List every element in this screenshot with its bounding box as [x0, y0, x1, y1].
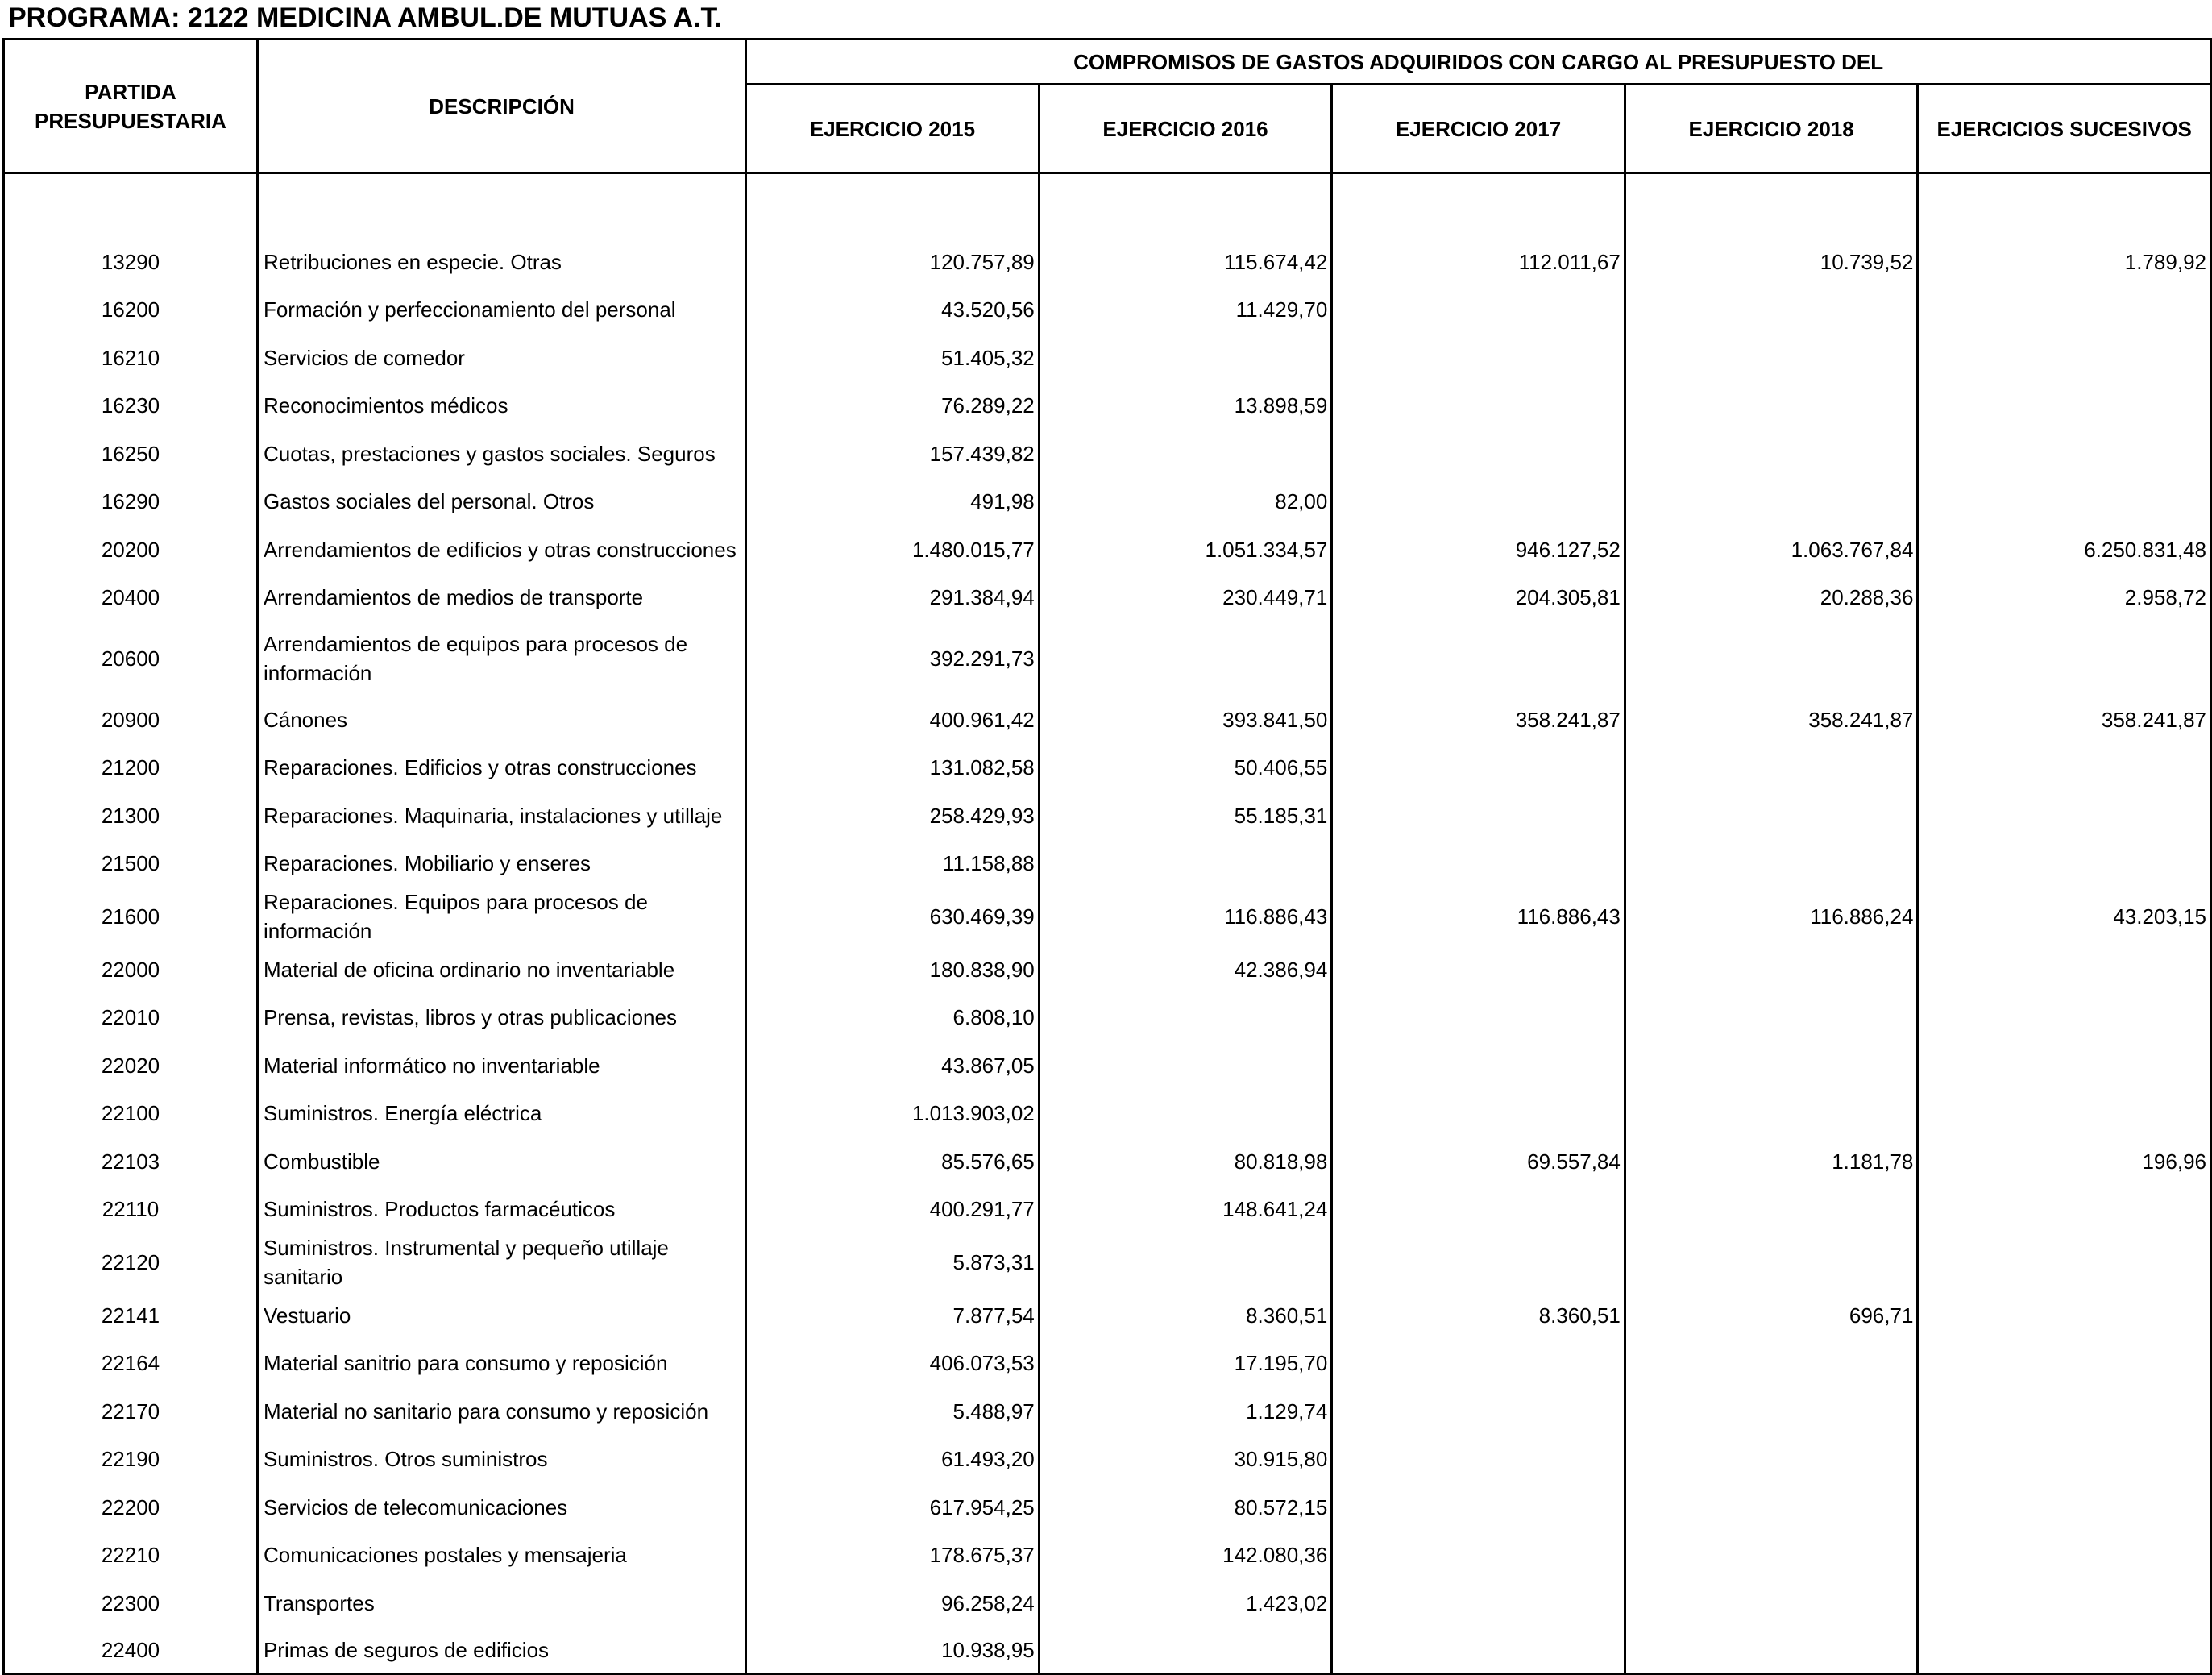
- descripcion-cell: Reconocimientos médicos: [257, 382, 745, 430]
- ejercicio-2016-cell: 11.429,70: [1039, 286, 1332, 335]
- ejercicio-2015-cell: 96.258,24: [746, 1579, 1040, 1627]
- ejercicio-2018-cell: [1625, 286, 1918, 335]
- partida-cell: 22210: [4, 1532, 258, 1580]
- partida-cell: 22190: [4, 1436, 258, 1484]
- table-row: [4, 382, 2211, 430]
- ejercicios-sucesivos-cell: 1.789,92: [1918, 238, 2211, 286]
- ejercicios-sucesivos-cell: [1918, 334, 2211, 382]
- ejercicio-2017-cell: [1332, 1436, 1625, 1484]
- header-compromisos-group: COMPROMISOS DE GASTOS ADQUIRIDOS CON CARGO AL PRESUPUESTO DEL: [746, 39, 2211, 85]
- ejercicio-2015-cell: 10.938,95: [746, 1627, 1040, 1674]
- ejercicio-2016-cell: 50.406,55: [1039, 744, 1332, 792]
- header-ejercicio-2018: EJERCICIO 2018: [1625, 85, 1918, 173]
- ejercicio-2018-cell: 696,71: [1625, 1291, 1918, 1340]
- ejercicio-2017-cell: [1332, 792, 1625, 840]
- partida-cell: 16230: [4, 382, 258, 430]
- ejercicio-2015-cell: 400.291,77: [746, 1186, 1040, 1234]
- ejercicio-2015-cell: 120.757,89: [746, 238, 1040, 286]
- partida-cell: 22100: [4, 1090, 258, 1138]
- ejercicio-2015-cell: 85.576,65: [746, 1137, 1040, 1186]
- ejercicio-2015-cell: 131.082,58: [746, 744, 1040, 792]
- ejercicio-2017-cell: 112.011,67: [1332, 238, 1625, 286]
- ejercicio-2016-cell: 55.185,31: [1039, 792, 1332, 840]
- table-row: [4, 1627, 2211, 1674]
- ejercicio-2018-cell: [1625, 946, 1918, 994]
- ejercicios-sucesivos-cell: [1918, 286, 2211, 335]
- header-ejercicio-2015: EJERCICIO 2015: [746, 85, 1040, 173]
- ejercicio-2017-cell: 116.886,43: [1332, 887, 1625, 946]
- ejercicio-2015-cell: 5.873,31: [746, 1233, 1040, 1291]
- descripcion-cell: Vestuario: [257, 1291, 745, 1340]
- ejercicio-2016-cell: 17.195,70: [1039, 1340, 1332, 1388]
- ejercicios-sucesivos-cell: [1918, 382, 2211, 430]
- ejercicio-2016-cell: 230.449,71: [1039, 574, 1332, 622]
- table-row: [4, 1387, 2211, 1436]
- ejercicio-2015-cell: 51.405,32: [746, 334, 1040, 382]
- ejercicio-2017-cell: [1332, 478, 1625, 526]
- ejercicio-2018-cell: [1625, 1090, 1918, 1138]
- ejercicio-2018-cell: [1625, 1627, 1918, 1674]
- ejercicios-sucesivos-cell: [1918, 840, 2211, 888]
- descripcion-cell: Suministros. Energía eléctrica: [257, 1090, 745, 1138]
- partida-cell: 22300: [4, 1579, 258, 1627]
- descripcion-cell: Cuotas, prestaciones y gastos sociales. Seguros: [257, 430, 745, 478]
- ejercicio-2017-cell: [1332, 1340, 1625, 1388]
- ejercicio-2017-cell: [1332, 1627, 1625, 1674]
- table-row: [4, 696, 2211, 744]
- table-row: [4, 238, 2211, 286]
- table-row: [4, 574, 2211, 622]
- ejercicio-2015-cell: 178.675,37: [746, 1532, 1040, 1580]
- header-ejercicio-2016: EJERCICIO 2016: [1039, 85, 1332, 173]
- ejercicio-2016-cell: 82,00: [1039, 478, 1332, 526]
- ejercicio-2017-cell: [1332, 430, 1625, 478]
- descripcion-cell: Combustible: [257, 1137, 745, 1186]
- table-row: [4, 1041, 2211, 1090]
- ejercicio-2018-cell: [1625, 430, 1918, 478]
- header-descripcion: DESCRIPCIÓN: [257, 39, 745, 173]
- partida-cell: 16290: [4, 478, 258, 526]
- table-row: [4, 1483, 2211, 1532]
- descripcion-cell: Reparaciones. Maquinaria, instalaciones y utillaje: [257, 792, 745, 840]
- table-row: [4, 478, 2211, 526]
- ejercicio-2017-cell: 69.557,84: [1332, 1137, 1625, 1186]
- ejercicio-2016-cell: 1.423,02: [1039, 1579, 1332, 1627]
- ejercicio-2018-cell: 1.063.767,84: [1625, 526, 1918, 574]
- ejercicio-2015-cell: 180.838,90: [746, 946, 1040, 994]
- descripcion-cell: Suministros. Otros suministros: [257, 1436, 745, 1484]
- ejercicios-sucesivos-cell: [1918, 1627, 2211, 1674]
- ejercicio-2018-cell: 1.181,78: [1625, 1137, 1918, 1186]
- ejercicio-2016-cell: 116.886,43: [1039, 887, 1332, 946]
- ejercicio-2018-cell: [1625, 621, 1918, 696]
- ejercicio-2018-cell: [1625, 1041, 1918, 1090]
- ejercicio-2015-cell: 61.493,20: [746, 1436, 1040, 1484]
- ejercicio-2015-cell: 157.439,82: [746, 430, 1040, 478]
- ejercicio-2017-cell: [1332, 1186, 1625, 1234]
- ejercicios-sucesivos-cell: [1918, 1340, 2211, 1388]
- spacer-row: [4, 173, 2211, 239]
- ejercicio-2017-cell: 204.305,81: [1332, 574, 1625, 622]
- table-row: [4, 744, 2211, 792]
- ejercicio-2017-cell: 8.360,51: [1332, 1291, 1625, 1340]
- ejercicio-2016-cell: [1039, 1627, 1332, 1674]
- ejercicio-2016-cell: 115.674,42: [1039, 238, 1332, 286]
- descripcion-cell: Suministros. Productos farmacéuticos: [257, 1186, 745, 1234]
- ejercicio-2018-cell: [1625, 382, 1918, 430]
- descripcion-cell: Formación y perfeccionamiento del personal: [257, 286, 745, 335]
- ejercicios-sucesivos-cell: [1918, 1041, 2211, 1090]
- ejercicios-sucesivos-cell: [1918, 1532, 2211, 1580]
- descripcion-cell: Comunicaciones postales y mensajeria: [257, 1532, 745, 1580]
- budget-commitments-table: [2, 38, 2212, 1675]
- partida-cell: 21200: [4, 744, 258, 792]
- ejercicio-2018-cell: [1625, 334, 1918, 382]
- ejercicios-sucesivos-cell: [1918, 744, 2211, 792]
- descripcion-cell: Arrendamientos de equipos para procesos de información: [257, 621, 745, 696]
- ejercicio-2018-cell: 358.241,87: [1625, 696, 1918, 744]
- table-row: [4, 1090, 2211, 1138]
- ejercicio-2015-cell: 392.291,73: [746, 621, 1040, 696]
- partida-cell: 22000: [4, 946, 258, 994]
- descripcion-cell: Arrendamientos de edificios y otras construcciones: [257, 526, 745, 574]
- ejercicio-2018-cell: [1625, 840, 1918, 888]
- ejercicio-2015-cell: 7.877,54: [746, 1291, 1040, 1340]
- ejercicio-2016-cell: 8.360,51: [1039, 1291, 1332, 1340]
- ejercicio-2017-cell: [1332, 382, 1625, 430]
- ejercicio-2017-cell: [1332, 1387, 1625, 1436]
- descripcion-cell: Servicios de comedor: [257, 334, 745, 382]
- ejercicio-2015-cell: 400.961,42: [746, 696, 1040, 744]
- table-row: [4, 1579, 2211, 1627]
- ejercicios-sucesivos-cell: [1918, 621, 2211, 696]
- ejercicio-2015-cell: 43.520,56: [746, 286, 1040, 335]
- ejercicio-2015-cell: 1.013.903,02: [746, 1090, 1040, 1138]
- ejercicio-2018-cell: 10.739,52: [1625, 238, 1918, 286]
- ejercicio-2017-cell: 358.241,87: [1332, 696, 1625, 744]
- ejercicios-sucesivos-cell: 2.958,72: [1918, 574, 2211, 622]
- ejercicio-2018-cell: [1625, 1436, 1918, 1484]
- descripcion-cell: Arrendamientos de medios de transporte: [257, 574, 745, 622]
- ejercicio-2018-cell: 20.288,36: [1625, 574, 1918, 622]
- descripcion-cell: Material de oficina ordinario no inventariable: [257, 946, 745, 994]
- table-row: [4, 1291, 2211, 1340]
- partida-cell: 22170: [4, 1387, 258, 1436]
- partida-cell: 21300: [4, 792, 258, 840]
- ejercicio-2018-cell: [1625, 744, 1918, 792]
- header-partida: PARTIDA PRESUPUESTARIA: [4, 39, 258, 173]
- ejercicio-2015-cell: 406.073,53: [746, 1340, 1040, 1388]
- table-row: [4, 334, 2211, 382]
- ejercicio-2017-cell: [1332, 286, 1625, 335]
- partida-cell: 20900: [4, 696, 258, 744]
- descripcion-cell: Reparaciones. Mobiliario y enseres: [257, 840, 745, 888]
- descripcion-cell: Reparaciones. Edificios y otras construcciones: [257, 744, 745, 792]
- partida-cell: 16210: [4, 334, 258, 382]
- ejercicio-2017-cell: [1332, 840, 1625, 888]
- table-row: [4, 1186, 2211, 1234]
- ejercicios-sucesivos-cell: [1918, 1090, 2211, 1138]
- table-row: [4, 526, 2211, 574]
- ejercicio-2018-cell: [1625, 1340, 1918, 1388]
- ejercicios-sucesivos-cell: [1918, 1291, 2211, 1340]
- ejercicio-2015-cell: 630.469,39: [746, 887, 1040, 946]
- partida-cell: 21600: [4, 887, 258, 946]
- ejercicio-2017-cell: [1332, 621, 1625, 696]
- ejercicios-sucesivos-cell: [1918, 1579, 2211, 1627]
- ejercicios-sucesivos-cell: [1918, 946, 2211, 994]
- ejercicio-2016-cell: 80.818,98: [1039, 1137, 1332, 1186]
- partida-cell: 20200: [4, 526, 258, 574]
- descripcion-cell: Retribuciones en especie. Otras: [257, 238, 745, 286]
- ejercicios-sucesivos-cell: [1918, 792, 2211, 840]
- descripcion-cell: Servicios de telecomunicaciones: [257, 1483, 745, 1532]
- ejercicio-2018-cell: [1625, 1186, 1918, 1234]
- ejercicio-2017-cell: [1332, 946, 1625, 994]
- table-row: [4, 1233, 2211, 1291]
- table-row: [4, 887, 2211, 946]
- ejercicio-2015-cell: 5.488,97: [746, 1387, 1040, 1436]
- ejercicio-2016-cell: [1039, 840, 1332, 888]
- partida-cell: 21500: [4, 840, 258, 888]
- ejercicio-2016-cell: 393.841,50: [1039, 696, 1332, 744]
- partida-cell: 22103: [4, 1137, 258, 1186]
- table-row: [4, 1436, 2211, 1484]
- table-row: [4, 430, 2211, 478]
- ejercicios-sucesivos-cell: 43.203,15: [1918, 887, 2211, 946]
- header-ejercicios-sucesivos: EJERCICIOS SUCESIVOS: [1918, 85, 2211, 173]
- table-row: [4, 621, 2211, 696]
- ejercicio-2018-cell: 116.886,24: [1625, 887, 1918, 946]
- descripcion-cell: Prensa, revistas, libros y otras publicaciones: [257, 994, 745, 1042]
- ejercicio-2016-cell: 80.572,15: [1039, 1483, 1332, 1532]
- ejercicio-2017-cell: [1332, 994, 1625, 1042]
- ejercicio-2015-cell: 1.480.015,77: [746, 526, 1040, 574]
- ejercicio-2015-cell: 43.867,05: [746, 1041, 1040, 1090]
- table-row: [4, 1340, 2211, 1388]
- table-row: [4, 1532, 2211, 1580]
- partida-cell: 13290: [4, 238, 258, 286]
- partida-cell: 22010: [4, 994, 258, 1042]
- ejercicio-2015-cell: 76.289,22: [746, 382, 1040, 430]
- ejercicio-2016-cell: 13.898,59: [1039, 382, 1332, 430]
- ejercicio-2016-cell: [1039, 1090, 1332, 1138]
- partida-cell: 22141: [4, 1291, 258, 1340]
- ejercicio-2015-cell: 6.808,10: [746, 994, 1040, 1042]
- ejercicio-2016-cell: 30.915,80: [1039, 1436, 1332, 1484]
- partida-cell: 22400: [4, 1627, 258, 1674]
- ejercicio-2016-cell: 1.051.334,57: [1039, 526, 1332, 574]
- ejercicio-2016-cell: 148.641,24: [1039, 1186, 1332, 1234]
- ejercicio-2017-cell: [1332, 1579, 1625, 1627]
- descripcion-cell: Material sanitrio para consumo y reposición: [257, 1340, 745, 1388]
- partida-cell: 22200: [4, 1483, 258, 1532]
- ejercicio-2016-cell: [1039, 621, 1332, 696]
- descripcion-cell: Transportes: [257, 1579, 745, 1627]
- table-row: [4, 946, 2211, 994]
- ejercicio-2017-cell: [1332, 1233, 1625, 1291]
- descripcion-cell: Primas de seguros de edificios: [257, 1627, 745, 1674]
- partida-cell: 16250: [4, 430, 258, 478]
- ejercicio-2018-cell: [1625, 1532, 1918, 1580]
- ejercicio-2018-cell: [1625, 1233, 1918, 1291]
- ejercicio-2018-cell: [1625, 994, 1918, 1042]
- descripcion-cell: Suministros. Instrumental y pequeño utillaje sanitario: [257, 1233, 745, 1291]
- ejercicios-sucesivos-cell: [1918, 478, 2211, 526]
- partida-cell: 22020: [4, 1041, 258, 1090]
- table-row: [4, 994, 2211, 1042]
- ejercicio-2017-cell: [1332, 1532, 1625, 1580]
- ejercicio-2016-cell: 1.129,74: [1039, 1387, 1332, 1436]
- page-title: PROGRAMA: 2122 MEDICINA AMBUL.DE MUTUAS A.T.: [8, 2, 722, 33]
- header-ejercicio-2017: EJERCICIO 2017: [1332, 85, 1625, 173]
- partida-cell: 16200: [4, 286, 258, 335]
- ejercicio-2016-cell: [1039, 1233, 1332, 1291]
- ejercicio-2015-cell: 11.158,88: [746, 840, 1040, 888]
- table-row: [4, 1137, 2211, 1186]
- partida-cell: 20400: [4, 574, 258, 622]
- descripcion-cell: Material no sanitario para consumo y reposición: [257, 1387, 745, 1436]
- ejercicios-sucesivos-cell: [1918, 430, 2211, 478]
- descripcion-cell: Material informático no inventariable: [257, 1041, 745, 1090]
- ejercicio-2016-cell: [1039, 994, 1332, 1042]
- ejercicio-2016-cell: [1039, 334, 1332, 382]
- descripcion-cell: Reparaciones. Equipos para procesos de información: [257, 887, 745, 946]
- ejercicio-2017-cell: 946.127,52: [1332, 526, 1625, 574]
- ejercicio-2017-cell: [1332, 1090, 1625, 1138]
- ejercicio-2015-cell: 258.429,93: [746, 792, 1040, 840]
- ejercicio-2018-cell: [1625, 1483, 1918, 1532]
- ejercicios-sucesivos-cell: [1918, 994, 2211, 1042]
- ejercicio-2015-cell: 291.384,94: [746, 574, 1040, 622]
- table-row: [4, 792, 2211, 840]
- ejercicios-sucesivos-cell: [1918, 1186, 2211, 1234]
- ejercicio-2016-cell: 142.080,36: [1039, 1532, 1332, 1580]
- ejercicios-sucesivos-cell: 196,96: [1918, 1137, 2211, 1186]
- ejercicios-sucesivos-cell: [1918, 1233, 2211, 1291]
- ejercicio-2015-cell: 491,98: [746, 478, 1040, 526]
- ejercicio-2018-cell: [1625, 1579, 1918, 1627]
- ejercicio-2017-cell: [1332, 1483, 1625, 1532]
- ejercicio-2016-cell: 42.386,94: [1039, 946, 1332, 994]
- partida-cell: 22164: [4, 1340, 258, 1388]
- partida-cell: 22110: [4, 1186, 258, 1234]
- ejercicio-2015-cell: 617.954,25: [746, 1483, 1040, 1532]
- ejercicios-sucesivos-cell: 358.241,87: [1918, 696, 2211, 744]
- ejercicio-2017-cell: [1332, 334, 1625, 382]
- ejercicio-2018-cell: [1625, 792, 1918, 840]
- table-row: [4, 286, 2211, 335]
- ejercicios-sucesivos-cell: 6.250.831,48: [1918, 526, 2211, 574]
- partida-cell: 20600: [4, 621, 258, 696]
- ejercicios-sucesivos-cell: [1918, 1483, 2211, 1532]
- ejercicio-2017-cell: [1332, 1041, 1625, 1090]
- ejercicio-2016-cell: [1039, 1041, 1332, 1090]
- ejercicio-2018-cell: [1625, 478, 1918, 526]
- ejercicio-2017-cell: [1332, 744, 1625, 792]
- ejercicio-2016-cell: [1039, 430, 1332, 478]
- partida-cell: 22120: [4, 1233, 258, 1291]
- descripcion-cell: Cánones: [257, 696, 745, 744]
- table-row: [4, 840, 2211, 888]
- ejercicios-sucesivos-cell: [1918, 1387, 2211, 1436]
- ejercicios-sucesivos-cell: [1918, 1436, 2211, 1484]
- ejercicio-2018-cell: [1625, 1387, 1918, 1436]
- descripcion-cell: Gastos sociales del personal. Otros: [257, 478, 745, 526]
